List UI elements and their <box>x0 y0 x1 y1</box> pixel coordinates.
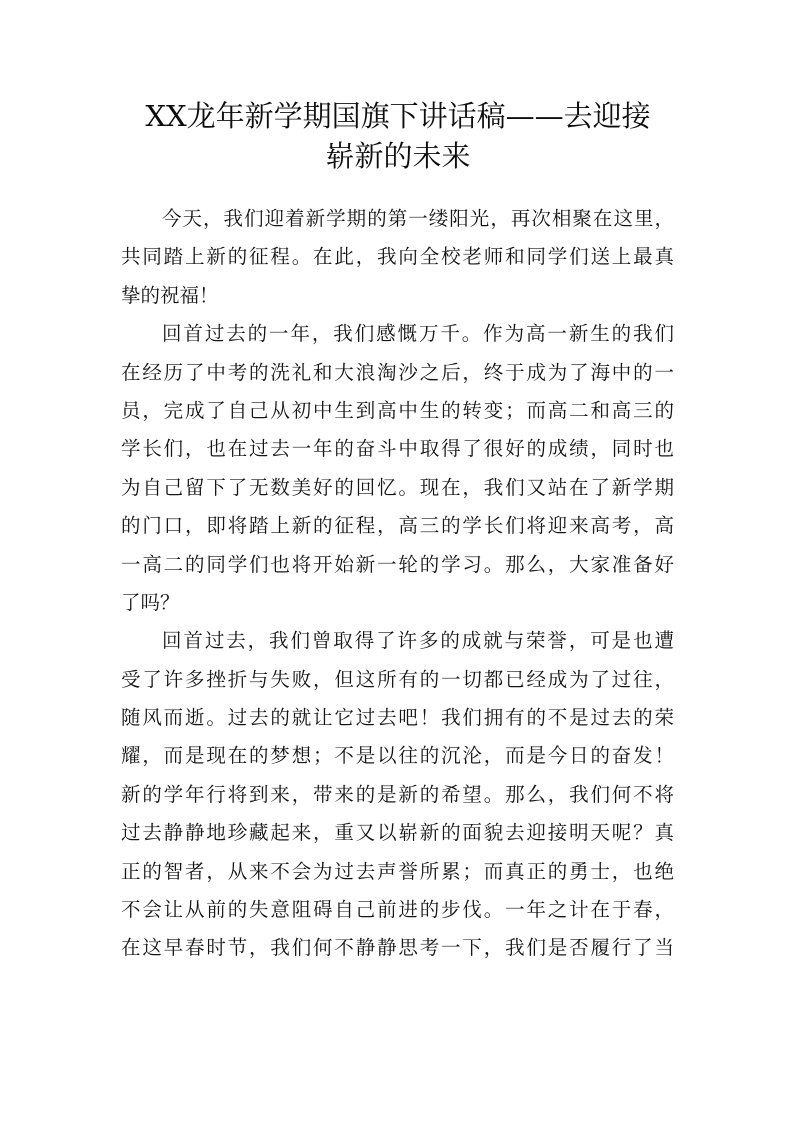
text-line: 在这早春时节，我们何不静静思考一下，我们是否履行了当 <box>121 936 674 960</box>
text-line: 为自己留下了无数美好的回忆。现在，我们又站在了新学期 <box>121 475 674 499</box>
text-line: 的门口，即将踏上新的征程，高三的学长们将迎来高考，高 <box>121 514 674 538</box>
text-line: 过去静静地珍藏起来，重又以崭新的面貌去迎接明天呢？真 <box>121 821 674 845</box>
text-line: 员，完成了自己从初中生到高中生的转变；而高二和高三的 <box>121 398 674 422</box>
document-title <box>110 96 686 176</box>
title-line-2: 崭新的未来 <box>325 139 471 173</box>
text-line: 受了许多挫折与失败，但这所有的一切都已经成为了过往， <box>121 667 674 691</box>
document-body <box>121 200 674 968</box>
text-line: 回首过去的一年，我们感慨万千。作为高一新生的我们 <box>162 322 674 346</box>
text-line: 不会让从前的失意阻碍自己前进的步伐。一年之计在于春， <box>121 898 674 922</box>
paragraph-2 <box>121 315 674 622</box>
text-line: 回首过去，我们曾取得了许多的成就与荣誉，可是也遭 <box>162 629 674 653</box>
text-line: 了吗？ <box>121 590 180 614</box>
text-line: 学长们，也在过去一年的奋斗中取得了很好的成绩，同时也 <box>121 437 674 461</box>
text-line: 正的智者，从来不会为过去声誉所累；而真正的勇士，也绝 <box>121 859 674 883</box>
paragraph-1 <box>121 200 674 315</box>
text-line: 一高二的同学们也将开始新一轮的学习。那么，大家准备好 <box>121 552 674 576</box>
text-line: 在经历了中考的洗礼和大浪淘沙之后，终于成为了海中的一 <box>121 360 674 384</box>
text-line: 新的学年行将到来，带来的是新的希望。那么，我们何不将 <box>121 782 674 806</box>
text-line: 共同踏上新的征程。在此，我向全校老师和同学们送上最真 <box>121 245 674 269</box>
title-line-1: XX龙年新学期国旗下讲话稿——去迎接 <box>145 99 651 133</box>
text-line: 今天，我们迎着新学期的第一缕阳光，再次相聚在这里， <box>162 207 674 230</box>
text-line: 挚的祝福！ <box>121 283 219 307</box>
text-line: 随风而逝。过去的就让它过去吧！我们拥有的不是过去的荣 <box>121 706 674 730</box>
text-line: 耀，而是现在的梦想；不是以往的沉沦，而是今日的奋发！ <box>121 744 674 768</box>
paragraph-3 <box>121 622 674 968</box>
